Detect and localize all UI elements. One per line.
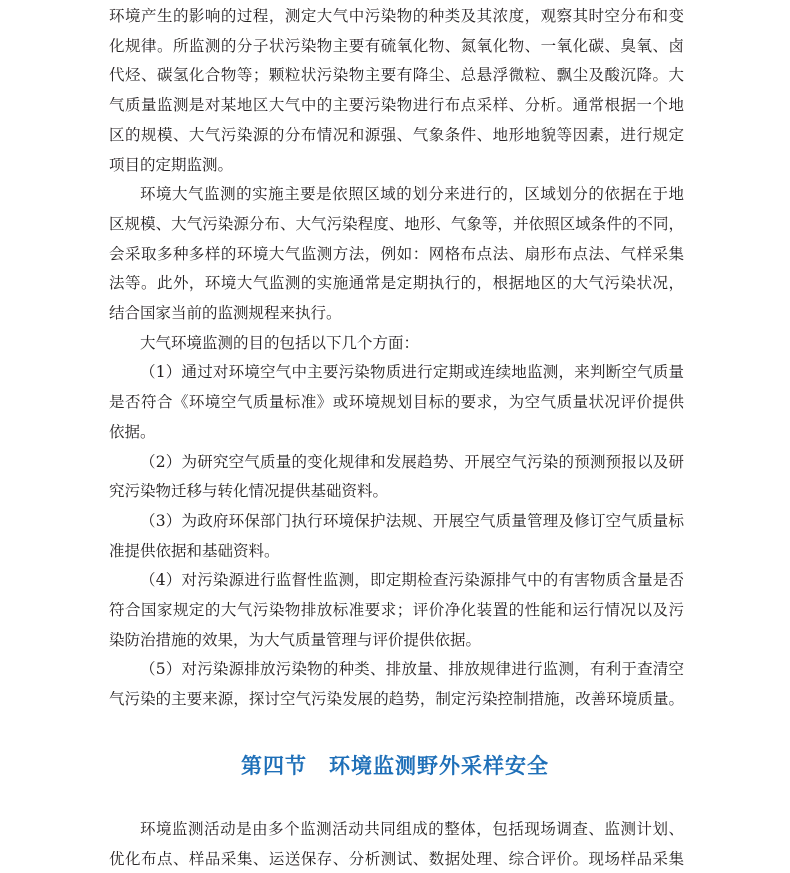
text-line: 气质量监测是对某地区大气中的主要污染物进行布点采样、分析。通常根据一个地 [109,96,684,115]
text-line: 会采取多种多样的环境大气监测方法，例如：网格布点法、扇形布点法、气样采集 [109,244,684,263]
text-line: 区规模、大气污染源分布、大气污染程度、地形、气象等，并依照区域条件的不同， [109,214,684,233]
text-line: 大气环境监测的目的包括以下几个方面： [140,333,420,352]
paragraph [109,566,684,655]
text-line: 化规律。所监测的分子状污染物主要有硫氧化物、氮氧化物、一氧化碳、臭氧、卤 [109,36,684,55]
text-line: （2）为研究空气质量的变化规律和发展趋势、开展空气污染的预测预报以及研 [140,452,684,471]
text-line: 代烃、碳氢化合物等；颗粒状污染物主要有降尘、总悬浮微粒、飘尘及酸沉降。大 [109,66,684,85]
text-line: 项目的定期监测。 [109,155,234,174]
text-line: 结合国家当前的监测规程来执行。 [109,304,342,323]
section-number: 第四节 [241,754,307,778]
text-line: 究污染物迁移与转化情况提供基础资料。 [109,482,389,501]
paragraph [109,815,684,873]
paragraph [109,180,684,329]
paragraph [109,329,684,359]
text-line: 优化布点、样品采集、运送保存、分析测试、数据处理、综合评价。现场样品采集 [109,849,684,868]
text-line: 是否符合《环境空气质量标准》或环境规划目标的要求，为空气质量状况评价提供 [109,393,684,412]
text-line: 染防治措施的效果，为大气质量管理与评价提供依据。 [109,630,482,649]
text-line: 环境大气监测的实施主要是依照区域的划分来进行的，区域划分的依据在于地 [140,185,684,204]
text-line: 气污染的主要来源，探讨空气污染发展的趋势，制定污染控制措施，改善环境质量。 [109,690,684,709]
paragraph [109,655,684,714]
text-line: （3）为政府环保部门执行环境保护法规、开展空气质量管理及修订空气质量标 [140,511,684,530]
paragraph [109,448,684,507]
text-line: 区的规模、大气污染源的分布情况和源强、气象条件、地形地貌等因素，进行规定 [109,125,684,144]
text-line: 符合国家规定的大气污染物排放标准要求；评价净化装置的性能和运行情况以及污 [109,601,684,620]
text-line: （5）对污染源排放污染物的种类、排放量、排放规律进行监测，有利于查清空 [140,660,684,679]
text-line: 环境产生的影响的过程，测定大气中污染物的种类及其浓度，观察其时空分布和变 [109,7,684,25]
paragraph [109,358,684,447]
text-line: （4）对污染源进行监督性监测，即定期检查污染源排气中的有害物质含量是否 [140,571,684,590]
body-text-bottom [109,815,684,873]
text-line: 环境监测活动是由多个监测活动共同组成的整体，包括现场调查、监测计划、 [140,820,684,838]
section-title: 环境监测野外采样安全 [329,754,549,778]
text-line: 依据。 [109,422,156,441]
section-heading [0,750,790,780]
body-text-top [109,0,684,715]
text-line: 准提供依据和基础资料。 [109,541,280,560]
paragraph [109,2,684,180]
text-line: 法等。此外，环境大气监测的实施通常是定期执行的，根据地区的大气污染状况， [109,274,684,293]
text-line: （1）通过对环境空气中主要污染物质进行定期或连续地监测，来判断空气质量 [140,363,684,382]
paragraph [109,507,684,566]
